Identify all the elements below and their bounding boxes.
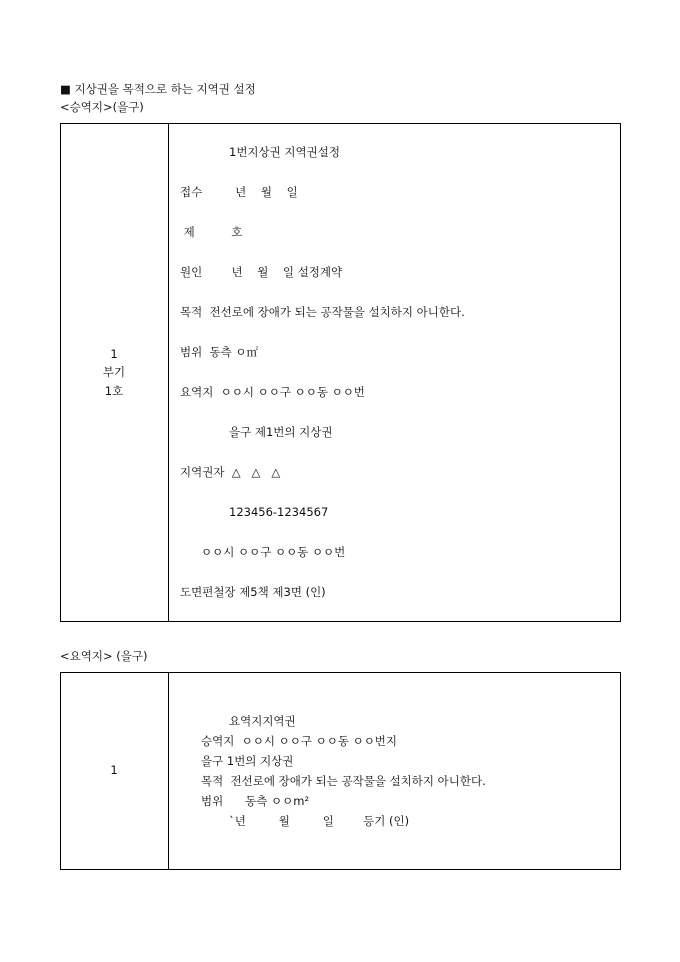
- t1-entry-dominant-land: 요역지 ㅇㅇ시 ㅇㅇ구 ㅇㅇ동 ㅇㅇ번: [180, 385, 365, 399]
- t2-entry-scope: 범위 동측 ㅇㅇm²: [201, 794, 310, 808]
- t1-entry-id-number: 123456-1234567: [229, 505, 329, 519]
- servient-land-subtitle: <요역지> (을구): [60, 649, 148, 663]
- t1-entry-receipt: 접수 년 월 일: [180, 185, 298, 199]
- t2-left-cell: 1: [110, 763, 118, 777]
- t1-entry-superficies: 을구 제1번의 지상권: [229, 425, 333, 439]
- t2-entry-servient-land: 승역지 ㅇㅇ시 ㅇㅇ구 ㅇㅇ동 ㅇㅇ번지: [201, 734, 398, 748]
- t1-entry-drawing-file: 도면편철장 제5책 제3면 (인): [180, 585, 326, 599]
- t1-entry-cause: 원인 년 월 일 설정계약: [180, 265, 343, 279]
- t1-left-line-3: 1호: [104, 384, 124, 398]
- t1-entry-title: 1번지상권 지역권설정: [229, 145, 340, 159]
- t2-entry-title: 요역지지역권: [229, 714, 296, 728]
- t1-entry-scope: 범위 동측 ㅇ㎡: [180, 345, 259, 359]
- dominant-land-subtitle: <승역지>(을구): [60, 100, 144, 114]
- t2-entry-purpose: 목적 전선로에 장애가 되는 공작물을 설치하지 아니한다.: [201, 774, 486, 788]
- t1-entry-purpose: 목적 전선로에 장애가 되는 공작물을 설치하지 아니한다.: [180, 305, 465, 319]
- t1-left-line-2: 부기: [102, 365, 126, 379]
- table-1-divider: [168, 123, 169, 622]
- section-title: ■ 지상권을 목적으로 하는 지역권 설정: [60, 82, 256, 96]
- t1-entry-number: 제 호: [180, 225, 243, 239]
- t2-entry-registration-date: `년 월 일 등기 (인): [229, 814, 410, 828]
- t1-left-line-1: 1: [110, 347, 118, 361]
- t1-entry-holder: 지역권자 △ △ △: [180, 465, 281, 479]
- table-2-divider: [168, 672, 169, 870]
- t1-entry-address: ㅇㅇ시 ㅇㅇ구 ㅇㅇ동 ㅇㅇ번: [201, 545, 346, 559]
- t2-entry-superficies: 을구 1번의 지상권: [201, 754, 294, 768]
